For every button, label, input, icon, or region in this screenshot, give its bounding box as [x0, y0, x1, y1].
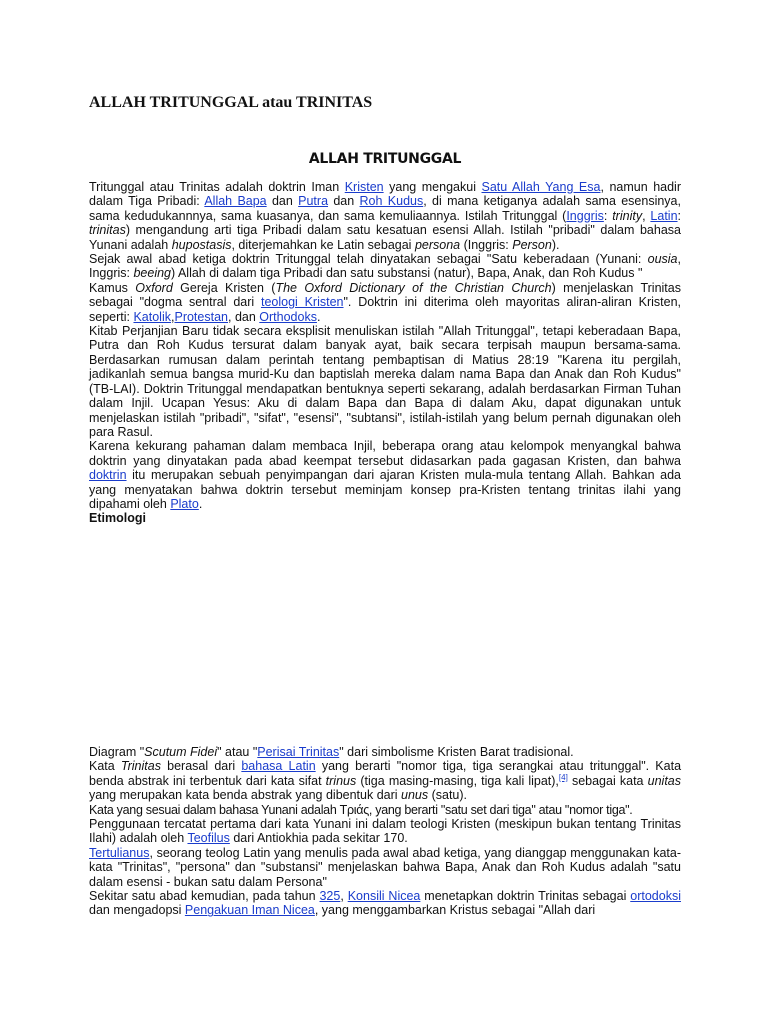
link-tertulianus[interactable]: Tertulianus	[89, 845, 150, 860]
link-allah-bapa[interactable]: Allah Bapa	[204, 194, 267, 209]
paragraph-kata-trinitas: Kata Trinitas berasal dari bahasa Latin yang berarti "nomor tiga, tiga serangkai atau tritunggal". Kata benda abstrak ini terbentuk dari kata sifat trinus (tiga masing-masing, tiga kali lipat),[4] sebagai kata unitas yang merupakan kata benda abstrak yang dibentuk dari unus (satu).	[89, 759, 682, 803]
link-doktrin[interactable]: doktrin	[89, 468, 127, 483]
link-latin[interactable]: Latin	[650, 208, 678, 223]
paragraph-penggunaan: Penggunaan tercatat pertama dari kata Yunani ini dalam teologi Kristen (meskipun bukan tentang Trinitas Ilahi) adalah oleh Teofilus dari Antiokhia pada sekitar 170.	[89, 817, 681, 846]
document-title: ALLAH TRITUNGGAL atau TRINITAS	[89, 94, 373, 111]
link-roh-kudus[interactable]: Roh Kudus	[359, 194, 424, 209]
document-subtitle: ALLAH TRITUNGGAL	[308, 151, 462, 167]
link-ortodoksi[interactable]: ortodoksi	[630, 889, 681, 904]
document-body-top	[89, 180, 681, 526]
link-kristen[interactable]: Kristen	[344, 180, 384, 194]
paragraph-kamus-oxford: Kamus Oxford Gereja Kristen (The Oxford Dictionary of the Christian Church) menjelaskan Trinitas sebagai "dogma sentral dari teologi Kristen". Doktrin ini diterima oleh mayoritas aliran-aliran Kristen, seperti: Katolik,Protestan, dan Orthodoks.	[89, 280, 681, 324]
link-inggris[interactable]: Inggris	[566, 208, 604, 223]
link-konsili-nicea[interactable]: Konsili Nicea	[347, 889, 421, 904]
paragraph-kekurang-pahaman: Karena kekurang pahaman dalam membaca Injil, beberapa orang atau kelompok menyangkal bahwa doktrin yang dinyatakan pada abad keempat tersebut didasarkan pada gagasan Kristen, dan bahwa doktrin itu merupakan sebuah penyimpangan dari ajaran Kristen mula-mula tentang Allah. Bahkan ada yang menyatakan bahwa doktrin tersebut meminjam konsep pra-Kristen tentang trinitas ilahi yang dipahami oleh Plato.	[89, 439, 681, 511]
link-protestan[interactable]: Protestan	[174, 309, 228, 324]
section-heading-etimologi: Etimologi	[89, 511, 146, 526]
link-teofilus[interactable]: Teofilus	[187, 831, 230, 846]
paragraph-kata-yunani: Kata yang sesuai dalam bahasa Yunani adalah Τριάς, yang berarti "satu set dari tiga" atau "nomor tiga".	[89, 802, 633, 817]
link-katolik[interactable]: Katolik	[133, 309, 171, 324]
paragraph-diagram-caption: Diagram "Scutum Fidei" atau "Perisai Trinitas" dari simbolisme Kristen Barat tradisional.	[89, 745, 574, 759]
paragraph-tertulianus: Tertulianus, seorang teolog Latin yang menulis pada awal abad ketiga, yang dianggap menggunakan kata-kata "Trinitas", "persona" dan "substansi" menjelaskan bahwa Bapa, Anak dan Roh Kudus adalah "satu dalam esensi - bukan satu dalam Persona"	[89, 845, 681, 889]
document-body-bottom	[89, 745, 681, 918]
link-teologi-kristen[interactable]: teologi Kristen	[260, 295, 344, 310]
footnote-ref-4[interactable]: [4]	[558, 772, 568, 782]
link-putra[interactable]: Putra	[298, 194, 329, 209]
link-plato[interactable]: Plato	[170, 496, 199, 511]
paragraph-sejak-awal: Sejak awal abad ketiga doktrin Tritunggal telah dinyatakan sebagai "Satu keberadaan (Yunani: ousia, Inggris: beeing) Allah di dalam tiga Pribadi dan satu substansi (natur), Bapa, Anak, dan Roh Kudus "	[89, 252, 681, 281]
link-satu-allah-yang-esa[interactable]: Satu Allah Yang Esa	[481, 180, 601, 194]
link-325[interactable]: 325	[319, 889, 341, 904]
link-perisai-trinitas[interactable]: Perisai Trinitas	[257, 745, 340, 759]
link-bahasa-latin[interactable]: bahasa Latin	[241, 759, 316, 774]
link-orthodoks[interactable]: Orthodoks	[259, 309, 317, 324]
link-pengakuan-iman-nicea[interactable]: Pengakuan Iman Nicea	[184, 903, 315, 918]
paragraph-perjanjian-baru: Kitab Perjanjian Baru tidak secara eksplisit menuliskan istilah "Allah Tritunggal", tetapi keberadaan Bapa, Putra dan Roh Kudus tersurat dalam banyak ayat, baik secara terpisah maupun bersama-sama. Berdasarkan rumusan dalam perintah tentang pembaptisan di Matius 28:19 "Karena itu pergilah, jadikanlah semua bangsa murid-Ku dan baptislah mereka dalam nama Bapa dan Anak dan Roh Kudus" (TB-LAI). Doktrin Tritunggal mendapatkan bentuknya seperti sekarang, adalah berdasarkan Firman Tuhan dalam Injil. Ucapan Yesus: Aku di dalam Bapa dan Bapa di dalam Aku, dapat digunakan untuk menjelaskan istilah "pribadi", "sifat", "esensi", "subtansi", istilah-istilah yang belum pernah digunakan oleh para Rasul.	[89, 324, 681, 439]
paragraph-sekitar-satu-abad: Sekitar satu abad kemudian, pada tahun 325, Konsili Nicea menetapkan doktrin Trinitas sebagai ortodoksi dan mengadopsi Pengakuan Iman Nicea, yang menggambarkan Kristus sebagai "Allah dari	[89, 889, 681, 918]
paragraph-intro: Tritunggal atau Trinitas adalah doktrin Iman Kristen yang mengakui Satu Allah Yang Esa, namun hadir dalam Tiga Pribadi: Allah Bapa dan Putra dan Roh Kudus, di mana ketiganya adalah sama esensinya, sama kedudukannnya, sama kuasanya, dan sama kemuliaannya. Istilah Tritunggal (Inggris: trinity, Latin: trinitas) mengandung arti tiga Pribadi dalam satu kesatuan esensi Allah. Istilah "pribadi" dalam bahasa Yunani adalah hupostasis, diterjemahkan ke Latin sebagai persona (Inggris: Person).	[89, 180, 682, 252]
